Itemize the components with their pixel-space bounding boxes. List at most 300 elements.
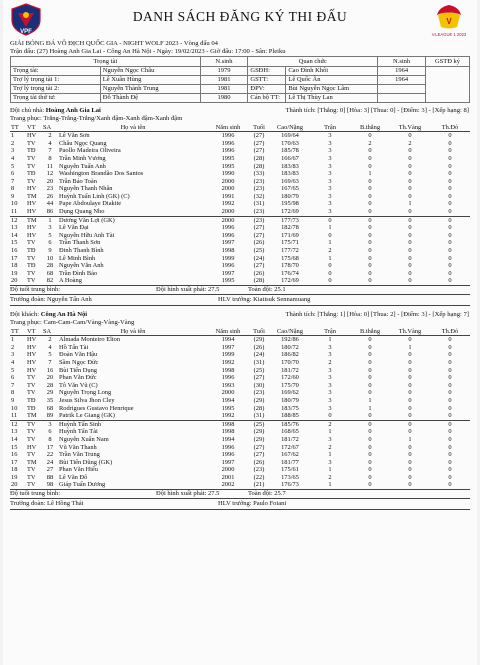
player-cell: TV <box>27 177 36 185</box>
player-cell: 172/60 <box>281 374 299 382</box>
player-cell: Dụng Quang Nho <box>59 208 105 216</box>
player-cell: 173/65 <box>281 473 299 481</box>
player-row <box>10 481 470 489</box>
player-cell: Đinh Thanh Bình <box>59 247 104 255</box>
official-role-2: GSTT: <box>248 75 286 84</box>
player-cell: HV <box>27 132 37 140</box>
player-cell: 3 <box>328 170 332 178</box>
player-cell: Nguyễn Văn Anh <box>59 262 104 270</box>
player-cell: HV <box>27 336 37 344</box>
player-cell: 167/65 <box>281 185 299 193</box>
home-team-label: Đội chủ nhà: <box>10 107 46 115</box>
player-row <box>10 367 470 375</box>
team-average-age: Toàn đội: 25.7 <box>248 490 286 498</box>
player-cell: Huỳnh Tấn Tài <box>59 428 98 436</box>
vleague-logo-text: V.LEAGUE 1 2023 <box>431 32 467 37</box>
player-cell: 2 <box>368 139 372 147</box>
player-cell: 8 <box>11 389 15 397</box>
player-cell: 1 <box>11 336 15 344</box>
player-cell: 17 <box>46 443 54 451</box>
svg-text:V: V <box>446 17 452 26</box>
player-cell: 5 <box>48 231 52 239</box>
player-cell: 0 <box>408 466 412 474</box>
away-staff-row <box>10 499 470 510</box>
player-cell: TĐ <box>27 147 36 155</box>
player-cell: 8 <box>11 185 15 193</box>
player-cell: TM <box>26 216 42 224</box>
player-cell: 1998 <box>221 247 235 255</box>
player-cell: (27) <box>253 147 265 155</box>
player-row <box>10 436 470 444</box>
official-year-2 <box>378 84 426 93</box>
roster-header-cell: VT <box>26 124 42 132</box>
player-cell: (27) <box>253 224 265 232</box>
player-cell: 9 <box>48 247 52 255</box>
player-cell: 0 <box>448 458 452 466</box>
head-coach: HLV trưởng: Paulo Foiani <box>218 500 287 508</box>
player-cell: 0 <box>368 466 372 474</box>
player-cell: 0 <box>448 139 452 147</box>
player-cell: 4 <box>48 343 52 351</box>
player-cell: 168/65 <box>281 428 299 436</box>
home-team-name: Hoàng Anh Gia Lai <box>45 107 101 115</box>
player-cell: 192/86 <box>281 336 299 344</box>
player-cell: 20 <box>11 277 18 285</box>
player-cell: (31) <box>253 358 265 366</box>
player-cell: 0 <box>390 420 430 428</box>
player-cell: TĐ <box>27 262 36 270</box>
player-cell: (28) <box>253 154 265 162</box>
player-cell: 6 <box>48 428 52 436</box>
avg-age-label: Độ tuổi trung bình: <box>10 286 61 294</box>
player-cell: 0 <box>328 269 332 277</box>
player-cell: TV <box>27 374 36 382</box>
home-age-summary <box>10 285 470 295</box>
player-cell: 1998 <box>221 366 235 374</box>
player-cell: 3 <box>328 208 332 216</box>
player-cell: 1993 <box>221 381 235 389</box>
player-cell: 2000 <box>221 208 235 216</box>
player-cell: HV <box>27 208 37 216</box>
player-cell: HV <box>27 358 37 366</box>
player-cell: 3 <box>328 185 332 193</box>
player-cell: 0 <box>328 412 332 420</box>
player-cell: 0 <box>408 247 412 255</box>
player-cell: 82 <box>46 277 54 285</box>
player-cell: HV <box>27 200 37 208</box>
player-cell: 7 <box>48 147 52 155</box>
player-cell: 170/63 <box>281 139 299 147</box>
player-cell: 28 <box>46 262 54 270</box>
player-cell: 188/85 <box>281 412 299 420</box>
player-cell: 13 <box>11 224 18 232</box>
player-cell: Huỳnh Tấn Sinh <box>58 420 208 428</box>
player-cell: 2000 <box>221 389 235 397</box>
player-row <box>10 451 470 459</box>
player-cell: 3 <box>328 366 332 374</box>
player-cell: 3 <box>328 404 332 412</box>
player-cell: 177/72 <box>281 247 299 255</box>
player-cell: 0 <box>448 451 452 459</box>
player-cell: 0 <box>368 277 372 285</box>
player-cell: 0 <box>448 277 452 285</box>
player-cell: (23) <box>248 216 270 224</box>
player-cell: 0 <box>390 216 430 224</box>
player-cell: 86 <box>46 208 54 216</box>
player-cell: 181/77 <box>281 458 299 466</box>
player-cell: TM <box>27 412 37 420</box>
player-cell: 0 <box>448 192 452 200</box>
player-cell: TĐ <box>27 404 36 412</box>
player-cell: (26) <box>253 239 265 247</box>
player-cell: 0 <box>368 192 372 200</box>
player-cell: (32) <box>253 192 265 200</box>
player-cell: 175/68 <box>281 254 299 262</box>
player-cell: (23) <box>253 177 265 185</box>
roster-header-cell: Th.Đỏ <box>430 328 470 336</box>
player-cell: 0 <box>448 262 452 270</box>
player-cell: TĐ <box>27 396 36 404</box>
player-cell: TV <box>27 473 36 481</box>
player-cell: 0 <box>448 435 452 443</box>
lineup-average-age: Đội hình xuất phát: 27.5 <box>156 490 220 498</box>
player-cell: 16 <box>11 247 18 255</box>
player-cell: (31) <box>253 200 265 208</box>
official-year: 1981 <box>200 84 248 93</box>
player-cell: 0 <box>368 412 372 420</box>
player-cell: 0 <box>408 154 412 162</box>
official-name-2: Cao Đình Khôi <box>286 66 378 75</box>
player-cell: 0 <box>368 381 372 389</box>
player-cell: Nguyễn Tuấn Anh <box>59 162 106 170</box>
player-cell: 0 <box>368 177 372 185</box>
player-cell: 3 <box>328 147 332 155</box>
player-cell: TV <box>27 389 36 397</box>
player-cell: 0 <box>448 381 452 389</box>
official-role-2: ĐPV: <box>248 84 286 93</box>
player-cell: 1999 <box>221 351 235 359</box>
player-cell: 0 <box>408 358 412 366</box>
player-cell: 0 <box>408 254 412 262</box>
player-cell: 5 <box>11 162 15 170</box>
player-cell: 0 <box>448 247 452 255</box>
official-role-2: Cán bộ TT: <box>248 94 286 103</box>
player-cell: 0 <box>368 451 372 459</box>
player-cell: 1998 <box>221 428 235 436</box>
player-cell: 0 <box>448 254 452 262</box>
player-row <box>10 359 470 367</box>
player-cell: 7 <box>11 381 15 389</box>
official-name-2: Lê Quốc Ân <box>286 75 378 84</box>
player-cell: 181/72 <box>281 366 299 374</box>
roster-header-cell: TT <box>10 124 26 132</box>
player-cell: 0 <box>448 481 452 489</box>
player-row <box>10 428 470 436</box>
official-role-2: GSĐH: <box>248 66 286 75</box>
player-cell: 0 <box>368 239 372 247</box>
player-row <box>10 277 470 285</box>
player-cell: Phan Văn Hiếu <box>59 466 98 474</box>
player-cell: 1995 <box>221 162 235 170</box>
player-cell: 3 <box>328 162 332 170</box>
player-row <box>10 140 470 148</box>
player-cell: 183/75 <box>281 404 299 412</box>
player-cell: 1996 <box>221 231 235 239</box>
vleague-logo <box>429 3 469 39</box>
player-cell: 2 <box>328 443 332 451</box>
player-cell: 3 <box>48 224 52 232</box>
player-cell: (28) <box>253 277 265 285</box>
player-cell: 0 <box>368 147 372 155</box>
official-name-2: Lê Thị Thùy Lan <box>286 94 378 103</box>
player-cell: 10 <box>46 254 54 262</box>
player-cell: Paollo Madeira Oliveira <box>59 147 121 155</box>
player-row <box>10 474 470 482</box>
player-cell: 3 <box>328 139 332 147</box>
away-team-stats: Thành tích: [Thắng: 1] [Hòa: 0] [Thua: 2] - [Điểm: 3] - [Xếp hạng: 7] <box>285 311 469 319</box>
player-row <box>10 208 470 216</box>
roster-header-row <box>10 328 470 336</box>
player-cell: (31) <box>253 412 265 420</box>
official-row <box>11 84 470 93</box>
player-cell: 0 <box>368 428 372 436</box>
player-cell: 16 <box>11 451 18 459</box>
player-cell: Trần Minh Vương <box>59 154 106 162</box>
registration-sheet <box>3 0 477 665</box>
player-cell: 29 <box>46 389 54 397</box>
player-cell: 0 <box>408 351 412 359</box>
player-cell: 169/64 <box>281 132 299 140</box>
player-row <box>10 270 470 278</box>
player-cell: 0 <box>448 466 452 474</box>
player-cell: Đoàn Văn Hậu <box>59 351 98 359</box>
player-cell: (24) <box>253 254 265 262</box>
player-cell: 27 <box>46 466 54 474</box>
player-cell: TV <box>27 435 36 443</box>
player-row <box>10 193 470 201</box>
home-team-header <box>3 106 477 115</box>
player-cell: 180/79 <box>281 396 299 404</box>
player-cell: 0 <box>448 351 452 359</box>
player-cell: 0 <box>368 366 372 374</box>
away-team-name: Công An Hà Nội <box>40 311 88 319</box>
player-row <box>10 382 470 390</box>
player-cell: 0 <box>448 396 452 404</box>
competition-line: GIẢI BÓNG ĐÁ VÔ ĐỊCH QUỐC GIA - NIGHT WOLF 2023 - Vòng đấu 04 <box>10 40 218 47</box>
player-cell: 0 <box>368 435 372 443</box>
player-cell: 0 <box>408 404 412 412</box>
player-cell: 17 <box>11 458 18 466</box>
player-cell: 177/73 <box>270 216 310 224</box>
player-cell: (27) <box>253 231 265 239</box>
player-cell: 0 <box>448 404 452 412</box>
player-row <box>10 247 470 255</box>
home-roster-table <box>10 124 470 285</box>
player-cell: Pape Abdoulaye Diakite <box>59 200 122 208</box>
player-cell: 0 <box>448 231 452 239</box>
player-cell: 0 <box>448 366 452 374</box>
player-cell: 0 <box>408 412 412 420</box>
player-cell: 0 <box>368 351 372 359</box>
player-cell: 2 <box>328 473 332 481</box>
player-cell: (27) <box>253 451 265 459</box>
player-cell: 11 <box>11 208 18 216</box>
player-cell: 0 <box>368 374 372 382</box>
player-cell: 0 <box>368 247 372 255</box>
player-cell: 1995 <box>221 154 235 162</box>
player-cell: 0 <box>408 458 412 466</box>
player-cell: 8 <box>48 435 52 443</box>
roster-header-cell: Họ và tên <box>58 124 208 132</box>
player-cell: 2000 <box>221 185 235 193</box>
player-cell: 88 <box>46 473 54 481</box>
player-cell: 9 <box>11 396 15 404</box>
player-cell: 15 <box>11 443 18 451</box>
player-cell: 0 <box>408 443 412 451</box>
player-cell: 3 <box>328 435 332 443</box>
player-cell: (29) <box>253 396 265 404</box>
player-cell: 176/74 <box>281 269 299 277</box>
player-cell: 20 <box>46 177 54 185</box>
player-cell: 0 <box>368 269 372 277</box>
player-cell: 1994 <box>221 336 235 344</box>
officials-header-official: Quan chức <box>248 57 378 66</box>
player-cell: 1 <box>11 132 15 140</box>
player-cell: 23 <box>46 185 54 193</box>
player-cell: 2000 <box>208 216 248 224</box>
player-cell: HV <box>27 224 37 232</box>
away-age-summary <box>10 489 470 499</box>
player-cell: 175/70 <box>281 381 299 389</box>
player-cell: 1 <box>328 466 332 474</box>
player-cell: 183/83 <box>281 162 299 170</box>
player-cell: 0 <box>368 162 372 170</box>
player-cell: 12 <box>46 170 54 178</box>
player-cell: 0 <box>408 336 412 344</box>
player-cell: 2001 <box>221 473 235 481</box>
player-cell: 1994 <box>221 435 235 443</box>
player-cell: (23) <box>253 466 265 474</box>
player-cell: 2 <box>48 336 52 344</box>
player-cell: TV <box>27 451 36 459</box>
document-header <box>3 0 477 40</box>
player-cell: 3 <box>328 132 332 140</box>
away-team-header <box>3 310 477 319</box>
player-row <box>10 397 470 405</box>
player-cell: 3 <box>328 343 332 351</box>
player-cell: 1 <box>328 481 332 489</box>
player-cell: 0 <box>408 269 412 277</box>
official-year: 1979 <box>200 66 248 75</box>
player-cell: 1996 <box>221 451 235 459</box>
player-cell: 0 <box>408 451 412 459</box>
player-cell: 0 <box>448 177 452 185</box>
player-cell: 0 <box>408 177 412 185</box>
player-cell: (27) <box>253 262 265 270</box>
player-cell: 2 <box>11 343 15 351</box>
player-cell: 0 <box>448 239 452 247</box>
player-cell: TV <box>27 381 36 389</box>
player-cell: TM <box>27 192 37 200</box>
player-cell: TV <box>27 481 36 489</box>
player-cell: 0 <box>368 154 372 162</box>
player-cell: 0 <box>448 443 452 451</box>
player-cell: 4 <box>11 358 15 366</box>
player-cell: 12 <box>10 216 26 224</box>
player-cell: 0 <box>408 428 412 436</box>
player-cell: 0 <box>368 336 372 344</box>
player-cell: 0 <box>448 154 452 162</box>
player-cell: 1992 <box>221 358 235 366</box>
player-cell: (21) <box>253 481 265 489</box>
player-cell: 4 <box>48 139 52 147</box>
player-cell: 1 <box>368 404 372 412</box>
player-cell: TV <box>27 466 36 474</box>
player-row <box>10 351 470 359</box>
player-cell: 1999 <box>221 254 235 262</box>
player-cell: 172/67 <box>281 443 299 451</box>
player-cell: Washington Brandão Dos Santos <box>59 170 144 178</box>
player-cell: (25) <box>253 247 265 255</box>
avg-age-label: Độ tuổi trung bình: <box>10 490 61 498</box>
player-cell: TĐ <box>27 170 36 178</box>
player-row <box>10 155 470 163</box>
player-cell: 4 <box>11 154 15 162</box>
official-year: 1980 <box>200 94 248 103</box>
player-cell: (23) <box>253 389 265 397</box>
player-cell: 3 <box>328 177 332 185</box>
player-cell: TV <box>27 139 36 147</box>
player-cell: 2 <box>328 247 332 255</box>
player-row <box>10 224 470 232</box>
player-cell: 0 <box>448 389 452 397</box>
player-cell: TV <box>27 254 36 262</box>
roster-header-cell: Th.Vàng <box>390 124 430 132</box>
player-cell: TV <box>27 277 36 285</box>
player-cell: 1 <box>328 428 332 436</box>
player-cell: 0 <box>328 262 332 270</box>
player-cell: 1996 <box>221 262 235 270</box>
player-cell: 28 <box>46 381 54 389</box>
player-cell: Patrik Le Giang (GK) <box>59 412 115 420</box>
player-cell: (26) <box>253 343 265 351</box>
player-cell: Sầm Ngọc Đức <box>59 358 99 366</box>
player-cell: 0 <box>408 147 412 155</box>
official-name: Lê Xuân Hùng <box>100 75 200 84</box>
player-cell: Nguyễn Hữu Anh Tài <box>59 231 115 239</box>
player-cell: 175/61 <box>281 466 299 474</box>
player-cell: 0 <box>448 208 452 216</box>
player-cell: 0 <box>448 336 452 344</box>
player-cell: A Hoàng <box>59 277 82 285</box>
player-cell: 0 <box>368 343 372 351</box>
official-year-2: 1964 <box>378 66 426 75</box>
roster-header-cell: Th.Vàng <box>390 328 430 336</box>
player-cell: 3 <box>328 396 332 404</box>
player-cell: 5 <box>48 351 52 359</box>
player-cell: 170/70 <box>281 358 299 366</box>
player-row <box>10 163 470 171</box>
player-cell: HV <box>27 343 37 351</box>
player-cell: TV <box>26 420 42 428</box>
player-cell: 0 <box>310 216 350 224</box>
player-cell: 13 <box>11 428 18 436</box>
player-cell: 1996 <box>221 139 235 147</box>
player-cell: 0 <box>408 262 412 270</box>
player-cell: (29) <box>253 435 265 443</box>
player-cell: 0 <box>350 216 390 224</box>
roster-header-cell: Trận <box>310 124 350 132</box>
